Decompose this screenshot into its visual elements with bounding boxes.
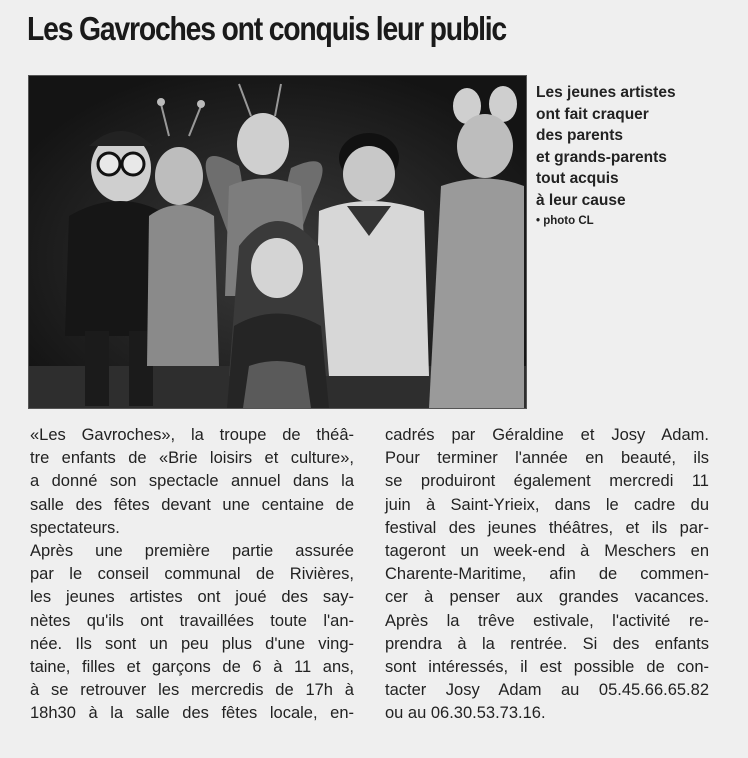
article-line: festival des jeunes théâtres, et ils par- xyxy=(385,518,709,537)
photo-caption xyxy=(536,82,726,233)
article-line: prendra à la rentrée. Si des enfants xyxy=(385,634,709,653)
article-line: nètes qu'ils ont travaillées toute l'an- xyxy=(30,611,354,630)
article-line: 18h30 à la salle des fêtes locale, en- xyxy=(30,704,354,723)
article-line: tre enfants de «Brie loisirs et culture», xyxy=(30,449,354,468)
caption-line: Les jeunes artistes xyxy=(536,84,676,101)
article-line: spectateurs. xyxy=(30,518,120,537)
article-line: Charente-Maritime, afin de commen- xyxy=(385,565,709,584)
article-line: taine, filles et garçons de 6 à 11 ans, xyxy=(30,658,354,677)
caption-line: et grands-parents xyxy=(536,148,667,166)
article-line: Après une première partie assurée xyxy=(30,542,354,561)
caption-line: à leur cause xyxy=(536,191,626,209)
article-line: tacter Josy Adam au 05.45.66.65.82 xyxy=(385,681,709,700)
article-line: sont intéressés, il est possible de con- xyxy=(385,658,709,677)
article-line: Après la trêve estivale, l'activité re- xyxy=(385,611,709,630)
article-line: cadrés par Géraldine et Josy Adam. xyxy=(385,426,709,444)
caption-line: ont fait craquer xyxy=(536,105,649,123)
headline: Les Gavroches ont conquis leur public xyxy=(27,10,507,47)
article-line: par le conseil communal de Rivières, xyxy=(30,565,354,584)
article-line: née. Ils sont un peu plus d'une ving- xyxy=(30,634,354,653)
article-column-left xyxy=(30,424,354,726)
children-costume-photo-icon xyxy=(29,76,526,408)
article-line: a donné son spectacle annuel dans la xyxy=(30,472,354,491)
article-line: «Les Gavroches», la troupe de théâ- xyxy=(30,426,354,444)
article-line: juin à Saint-Yrieix, dans le cadre du xyxy=(385,495,709,514)
photo-credit: • photo CL xyxy=(536,215,594,227)
article-line: Pour terminer l'année en beauté, ils xyxy=(385,449,709,468)
article-line: cer à penser aux grandes vacances. xyxy=(385,588,709,607)
article-line: ou au 06.30.53.73.16. xyxy=(385,704,546,723)
article-line: se produiront également mercredi 11 xyxy=(385,472,709,491)
article-line: les jeunes artistes ont joué des say- xyxy=(30,588,354,607)
article-line: à se retrouver les mercredis de 17h à xyxy=(30,681,354,700)
article-column-right xyxy=(385,424,709,726)
caption-line: des parents xyxy=(536,127,624,144)
article-photo xyxy=(28,75,527,409)
caption-line: tout acquis xyxy=(536,170,619,187)
article-line: salle des fêtes devant une centaine de xyxy=(30,495,354,514)
article-line: tageront un week-end à Meschers en xyxy=(385,542,709,561)
